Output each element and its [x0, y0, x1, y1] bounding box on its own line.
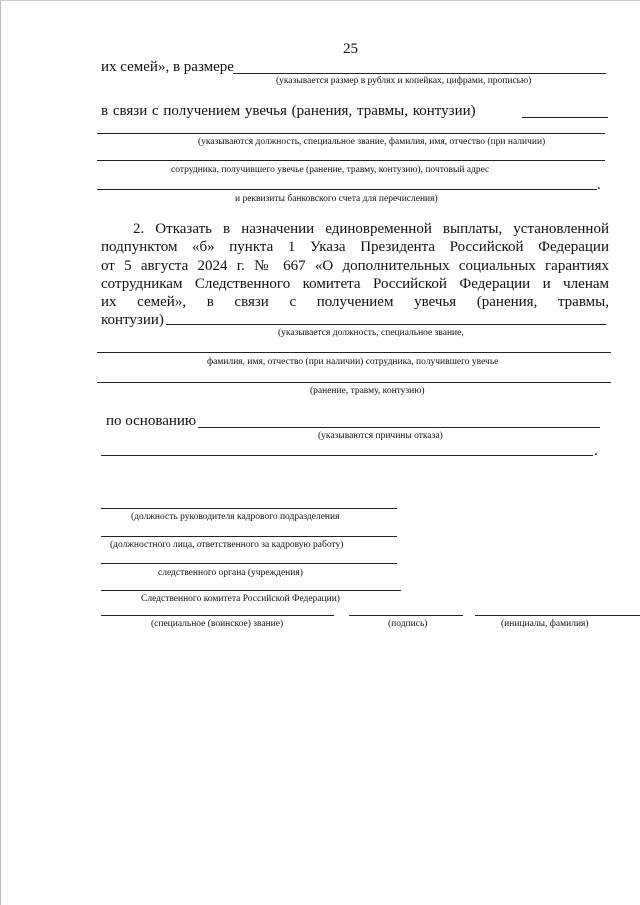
refusal-line-1: 2. Отказать в назначении единовременной выплаты, установленной [133, 221, 609, 237]
refusal-line-6: контузии) [101, 312, 164, 329]
refusal-line-3-blank [97, 382, 611, 383]
basis-line [198, 427, 600, 428]
page-top-edge [0, 0, 640, 1]
amount-caption: (указывается размер в рублях и копейках, цифрами, прописью) [276, 76, 532, 86]
refusal-paragraph [101, 220, 609, 330]
signature-caption-1: (должность руководителя кадрового подразделения [131, 512, 340, 522]
basis-line-2 [101, 455, 593, 456]
refusal-caption-2: фамилия, имя, отчество (при наличии) сотрудника, получившего увечье [207, 357, 499, 367]
signature-caption-3: следственного органа (учреждения) [158, 568, 303, 578]
name-line [475, 615, 640, 616]
refusal-line-2: подпунктом «б» пункта 1 Указа Президента Российской Федерации [101, 239, 609, 256]
basis-label: по основанию [106, 413, 197, 429]
injury-line-end [522, 117, 608, 118]
basis-caption: (указываются причины отказа) [318, 431, 443, 441]
employee-line-3 [97, 189, 597, 190]
refusal-line-3: от 5 августа 2024 г. № 667 «О дополнительных социальных гарантиях [101, 257, 609, 274]
end-dot-2: . [594, 443, 598, 459]
signature-position-line-4 [101, 590, 401, 591]
rank-caption: (специальное (воинское) звание) [151, 619, 284, 629]
signature-position-line-2 [101, 536, 397, 537]
refusal-line-2-blank [97, 352, 611, 353]
employee-caption-3: и реквизиты банковского счета для перечисления) [235, 194, 438, 204]
sign-caption: (подпись) [388, 619, 428, 629]
end-dot-1: . [597, 177, 601, 193]
injury-label: в связи с получением увечья (ранения, травмы, контузии) [101, 103, 476, 119]
signature-caption-4: Следственного комитета Российской Федерации) [141, 594, 340, 604]
amount-line [233, 73, 606, 74]
refusal-caption-3: (ранение, травму, контузию) [310, 386, 425, 396]
employee-caption-2: сотрудника, получившего увечье (ранение, травму, контузию), почтовый адрес [171, 165, 490, 175]
sign-line [349, 615, 463, 616]
employee-line-2 [97, 160, 605, 161]
refusal-person-line [166, 324, 606, 325]
employee-line-1 [97, 133, 605, 134]
signature-position-line-3 [101, 563, 397, 564]
rank-line [101, 615, 334, 616]
signature-caption-2: (должностного лица, ответственного за кадровую работу) [110, 540, 344, 550]
amount-label: их семей», в размере [101, 59, 234, 75]
refusal-caption-1: (указывается должность, специальное звание, [278, 328, 464, 338]
page-left-edge [0, 0, 1, 905]
refusal-line-5: их семей», в связи с получением увечья (ранения, травмы, [101, 294, 609, 311]
name-caption: (инициалы, фамилия) [501, 619, 589, 629]
signature-position-line-1 [101, 508, 397, 509]
page-number: 25 [343, 41, 358, 57]
refusal-line-4: сотрудникам Следственного комитета Российской Федерации и членам [101, 275, 609, 292]
employee-caption-1: (указываются должность, специальное звание, фамилия, имя, отчество (при наличии) [198, 137, 546, 147]
